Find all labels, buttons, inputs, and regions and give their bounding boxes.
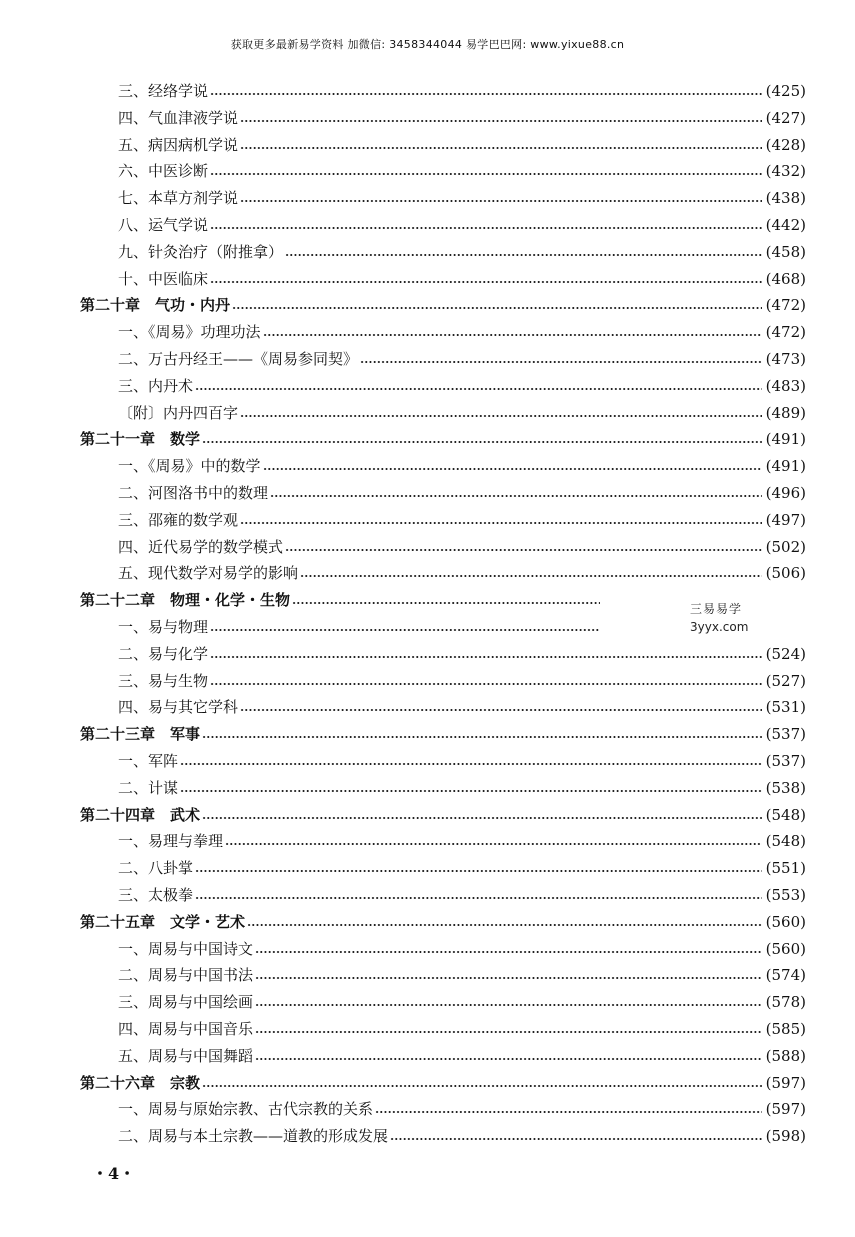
- dot-leader: [210, 629, 600, 631]
- toc-entry-page: (497): [765, 510, 806, 529]
- toc-entry-title: 四、气血津液学说: [118, 108, 239, 127]
- toc-entry-page: (442): [765, 216, 806, 234]
- toc-entry-page: (537): [765, 752, 806, 770]
- toc-entry-title: 二、计谋: [118, 778, 179, 797]
- toc-entry-title: 一、《周易》功理功法: [118, 323, 261, 342]
- dot-leader: [240, 415, 762, 417]
- dot-leader: [390, 1138, 762, 1140]
- toc-entry-title: 二、万古丹经王——《周易参同契》: [118, 350, 359, 368]
- toc-section-row: [118, 134, 806, 156]
- toc-entry-title: 三、易与生物: [118, 671, 209, 690]
- toc-section-row: [118, 777, 806, 799]
- dot-leader: [240, 522, 762, 524]
- dot-leader: [210, 173, 762, 175]
- toc-entry-title: 第二十五章 文学・艺术: [80, 912, 246, 931]
- toc-entry-title: 第二十二章 物理・化学・生物: [80, 591, 291, 610]
- toc-entry-title: 二、八卦掌: [118, 859, 194, 878]
- toc-entry-page: (491): [765, 430, 806, 449]
- dot-leader: [180, 763, 762, 765]
- dot-leader: [210, 683, 762, 685]
- toc-entry-title: 三、邵雍的数学观: [118, 510, 239, 529]
- watermark-text: 三易易学: [690, 602, 743, 616]
- toc-entry-title: 二、易与化学: [118, 644, 209, 663]
- toc-entry-title: 一、《周易》中的数学: [118, 457, 261, 476]
- toc-entry-title: 一、易与物理: [118, 618, 209, 636]
- toc-section-row: [118, 1045, 806, 1067]
- toc-chapter-row: [80, 723, 806, 745]
- toc-section-row: [118, 509, 806, 531]
- page-header-banner: 获取更多最新易学资料 加微信: 3458344044 易学巴巴网: www.yixue88.cn: [230, 38, 625, 51]
- dot-leader: [263, 468, 762, 470]
- toc-entry-page: (428): [765, 135, 806, 154]
- toc-entry-title: 第二十一章 数学: [80, 430, 201, 449]
- dot-leader: [255, 1004, 762, 1006]
- toc-chapter-row: [80, 911, 806, 933]
- dot-leader: [375, 1111, 762, 1113]
- toc-entry-title: 一、周易与中国诗文: [118, 939, 254, 958]
- toc-entry-page: (496): [765, 484, 806, 502]
- toc-entry-page: (560): [765, 912, 806, 931]
- toc-entry-page: (468): [765, 269, 806, 288]
- toc-section-row: [118, 536, 806, 558]
- toc-entry-title: 一、易理与拳理: [118, 832, 224, 851]
- toc-entry-page: (598): [765, 1127, 806, 1146]
- toc-entry-title: 五、周易与中国舞蹈: [118, 1046, 254, 1065]
- toc-section-row: [118, 964, 806, 986]
- toc-section-row: [118, 321, 806, 343]
- toc-entry-page: (548): [765, 832, 806, 851]
- dot-leader: [360, 361, 762, 363]
- dot-leader: [240, 120, 762, 122]
- watermark: [690, 600, 790, 634]
- dot-leader: [255, 1058, 762, 1060]
- toc-chapter-row: [80, 294, 806, 316]
- toc-section-row: [118, 830, 806, 852]
- dot-leader: [210, 281, 762, 283]
- watermark-url: 3yyx.com: [690, 620, 749, 634]
- toc-section-row: [118, 1018, 806, 1040]
- toc-entry-page: (472): [765, 323, 806, 342]
- toc-section-row: [118, 1098, 806, 1120]
- toc-entry-page: (553): [765, 886, 806, 904]
- toc-entry-title: 六、中医诊断: [118, 162, 209, 181]
- toc-entry-title: 三、周易与中国绘画: [118, 993, 254, 1012]
- toc-entry-page: (527): [765, 671, 806, 690]
- toc-section-row: [118, 991, 806, 1013]
- toc-entry-page: (574): [765, 966, 806, 985]
- toc-section-row: [118, 643, 806, 665]
- toc-entry-page: (489): [765, 403, 806, 422]
- toc-entry-page: (531): [765, 698, 806, 717]
- dot-leader: [247, 924, 762, 926]
- dot-leader: [180, 790, 762, 792]
- toc-section-row: [118, 455, 806, 477]
- toc-entry-page: (458): [765, 242, 806, 261]
- toc-section-row: [118, 80, 806, 102]
- toc-section-row: [118, 214, 806, 236]
- dot-leader: [202, 817, 762, 819]
- toc-entry-title: 三、经络学说: [118, 82, 209, 100]
- toc-entry-title: 二、河图洛书中的数理: [118, 484, 269, 502]
- toc-entry-title: 八、运气学说: [118, 216, 209, 234]
- toc-entry-title: 第二十三章 军事: [80, 725, 201, 744]
- toc-entry-page: (538): [765, 778, 806, 797]
- dot-leader: [202, 441, 762, 443]
- page-number: ・4・: [92, 1164, 136, 1183]
- dot-leader: [210, 227, 762, 229]
- toc-entry-page: (585): [765, 1020, 806, 1038]
- toc-entry-title: 三、太极拳: [118, 886, 194, 904]
- toc-entry-page: (524): [765, 644, 806, 663]
- toc-entry-title: 七、本草方剂学说: [118, 189, 239, 208]
- toc-entry-title: 第二十章 气功・内丹: [80, 296, 231, 315]
- toc-entry-page: (506): [765, 564, 806, 583]
- toc-entry-page: (551): [765, 859, 806, 878]
- toc-entry-title: 第二十四章 武术: [80, 805, 201, 824]
- toc-section-row: [118, 402, 806, 424]
- toc-entry-title: 九、针灸治疗（附推拿）: [118, 242, 284, 261]
- toc-section-row: [118, 348, 806, 370]
- toc-chapter-row: [80, 1072, 806, 1094]
- toc-section-row: [118, 160, 806, 182]
- dot-leader: [225, 843, 762, 845]
- toc-entry-page: (537): [765, 725, 806, 744]
- toc-section-row: [118, 696, 806, 718]
- dot-leader: [195, 897, 762, 899]
- toc-entry-page: (425): [765, 82, 806, 100]
- toc-entry-page: (502): [765, 537, 806, 556]
- toc-section-row: [118, 884, 806, 906]
- toc-entry-page: (578): [765, 993, 806, 1012]
- dot-leader: [240, 147, 762, 149]
- toc-entry-page: (483): [765, 376, 806, 395]
- toc-section-row: [118, 750, 806, 772]
- dot-leader: [202, 736, 762, 738]
- toc-entry-title: 〔附〕内丹四百字: [118, 403, 239, 422]
- toc-section-row: [118, 241, 806, 263]
- toc-entry-title: 一、周易与原始宗教、古代宗教的关系: [118, 1100, 374, 1119]
- toc-section-row: [118, 1125, 806, 1147]
- toc-entry-title: 三、内丹术: [118, 376, 194, 395]
- dot-leader: [255, 977, 762, 979]
- dot-leader: [195, 870, 762, 872]
- dot-leader: [270, 495, 762, 497]
- toc-section-row: [118, 670, 806, 692]
- toc-entry-page: (588): [765, 1046, 806, 1065]
- toc-section-row: [118, 938, 806, 960]
- dot-leader: [210, 93, 762, 95]
- toc-entry-title: 四、易与其它学科: [118, 698, 239, 717]
- toc-entry-page: (472): [765, 296, 806, 315]
- dot-leader: [195, 388, 762, 390]
- toc-entry-page: (491): [765, 457, 806, 476]
- dot-leader: [240, 709, 762, 711]
- toc-section-row: [118, 107, 806, 129]
- dot-leader: [255, 951, 762, 953]
- toc-entry-title: 二、周易与中国书法: [118, 966, 254, 985]
- toc-section-row: [118, 375, 806, 397]
- toc-entry-title: 十、中医临床: [118, 269, 209, 288]
- toc-entry-title: 五、病因病机学说: [118, 135, 239, 154]
- toc-entry-page: (597): [765, 1073, 806, 1092]
- toc-entry-page: (597): [765, 1100, 806, 1119]
- toc-section-row: [118, 268, 806, 290]
- dot-leader: [300, 575, 762, 577]
- toc-section-row: [118, 562, 806, 584]
- dot-leader: [210, 656, 762, 658]
- toc-entry-page: (548): [765, 805, 806, 824]
- toc-entry-title: 五、现代数学对易学的影响: [118, 564, 299, 583]
- toc-entry-page: (432): [765, 162, 806, 181]
- toc-entry-page: (473): [765, 350, 806, 368]
- toc-chapter-row: [80, 804, 806, 826]
- dot-leader: [202, 1085, 762, 1087]
- toc-entry-title: 二、周易与本土宗教——道教的形成发展: [118, 1127, 389, 1146]
- toc-section-row: [118, 857, 806, 879]
- toc-chapter-row: [80, 428, 806, 450]
- dot-leader: [263, 334, 762, 336]
- toc-entry-page: (560): [765, 939, 806, 958]
- toc-entry-page: (427): [765, 108, 806, 127]
- dot-leader: [255, 1031, 762, 1033]
- toc-entry-title: 四、近代易学的数学模式: [118, 537, 284, 556]
- toc-section-row: [118, 482, 806, 504]
- toc-entry-title: 第二十六章 宗教: [80, 1073, 201, 1092]
- dot-leader: [285, 254, 762, 256]
- dot-leader: [285, 549, 762, 551]
- toc-entry-title: 四、周易与中国音乐: [118, 1020, 254, 1038]
- dot-leader: [240, 200, 762, 202]
- toc-entry-title: 一、军阵: [118, 752, 179, 770]
- dot-leader: [292, 602, 600, 604]
- toc-section-row: [118, 187, 806, 209]
- dot-leader: [232, 307, 762, 309]
- toc-entry-page: (438): [765, 189, 806, 208]
